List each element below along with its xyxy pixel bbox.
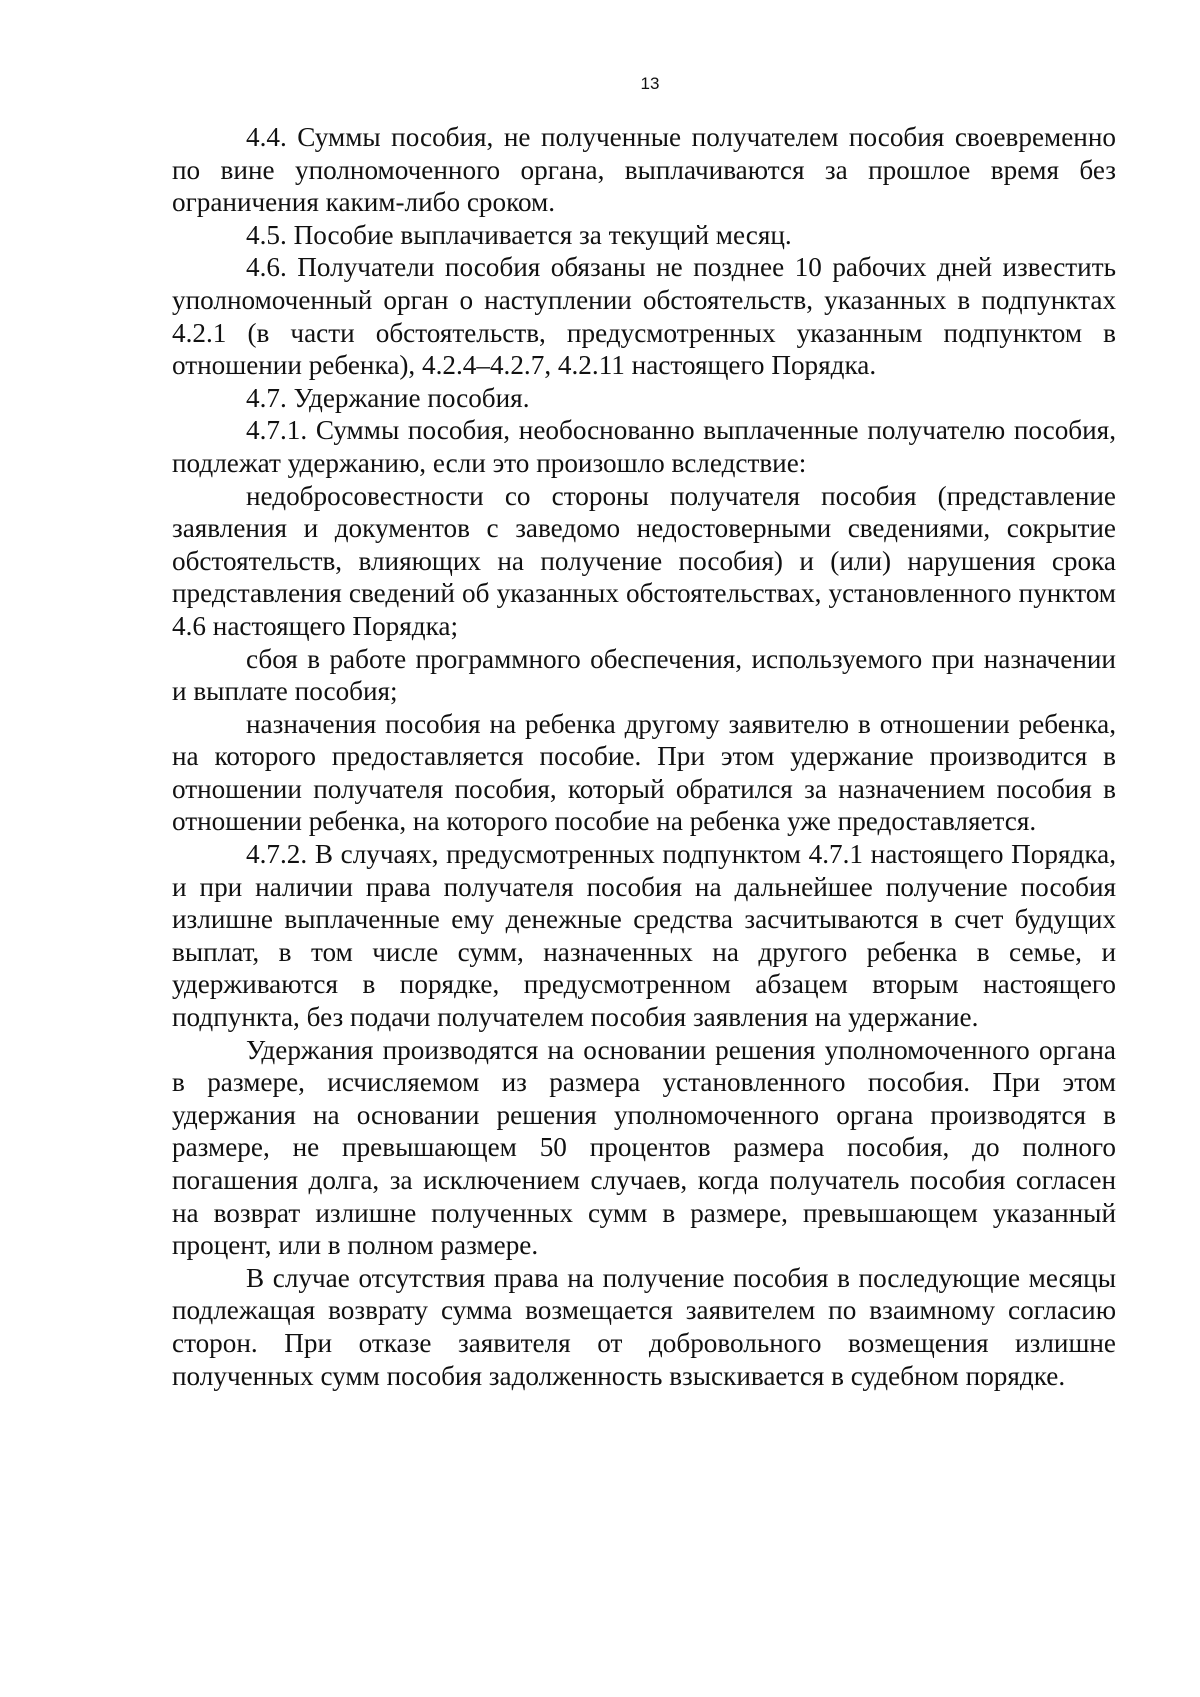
paragraph-4-7-2: 4.7.2. В случаях, предусмотренных подпунктом 4.7.1 настоящего Порядка, и при наличии права получателя пособия на дальнейшее получение пособия излишне выплаченные ему денежные средства засчитываются в счет будущих выплат, в том числе сумм, назначенных на другого ребенка в семье, и удерживаются в порядке, предусмотренном абзацем вторым настоящего подпункта, без подачи получателем пособия заявления на удержание. (172, 839, 1116, 1033)
paragraph-4-5: 4.5. Пособие выплачивается за текущий месяц. (246, 219, 792, 250)
paragraph-4-7-2-abzac-3: В случае отсутствия права на получение пособия в последующие месяцы подлежащая возврату сумма возмещается заявителем по взаимному согласию сторон. При отказе заявителя от добровольного возмещения излишне полученных сумм пособия задолженность взыскивается в судебном порядке. (172, 1262, 1116, 1391)
paragraph-4-7-1: 4.7.1. Суммы пособия, необоснованно выплаченные получателю пособия, подлежат удержанию, если это произошло вследствие: (172, 415, 1116, 478)
page-number: 13 (640, 74, 660, 93)
paragraph-4-4: 4.4. Суммы пособия, не полученные получателем пособия своевременно по вине уполномоченного органа, выплачиваются за прошлое время без ограничения каким-либо сроком. (172, 122, 1116, 218)
document-body (172, 121, 1116, 1392)
paragraph-4-7-1-item-2: сбоя в работе программного обеспечения, используемого при назначении и выплате пособия; (172, 643, 1116, 707)
paragraph-4-7-2-abzac-2: Удержания производятся на основании решения уполномоченного органа в размере, исчисляемом из размера установленного пособия. При этом удержания на основании решения уполномоченного органа производятся в размере, не превышающем 50 процентов размера пособия, до полного погашения долга, за исключением случаев, когда получатель пособия согласен на возврат излишне полученных сумм в размере, превышающем указанный процент, или в полном размере. (172, 1034, 1116, 1261)
paragraph-4-7-1-item-1: недобросовестности со стороны получателя пособия (представление заявления и документов с заведомо недостоверными сведениями, сокрытие обстоятельств, влияющих на получение пособия) и (или) нарушения срока представления сведений об указанных обстоятельствах, установленного пунктом 4.6 настоящего Порядка; (172, 480, 1116, 641)
paragraph-4-7-1-item-3: назначения пособия на ребенка другому заявителю в отношении ребенка, на которого предоставляется пособие. При этом удержание производится в отношении получателя пособия, который обратился за назначением пособия в отношении ребенка, на которого пособие на ребенка уже предоставляется. (172, 708, 1116, 837)
paragraph-4-7: 4.7. Удержание пособия. (246, 382, 530, 413)
paragraph-4-6: 4.6. Получатели пособия обязаны не позднее 10 рабочих дней известить уполномоченный орган о наступлении обстоятельств, указанных в подпунктах 4.2.1 (в части обстоятельств, предусмотренных указанным подпунктом в отношении ребенка), 4.2.4–4.2.7, 4.2.11 настоящего Порядка. (172, 252, 1116, 381)
